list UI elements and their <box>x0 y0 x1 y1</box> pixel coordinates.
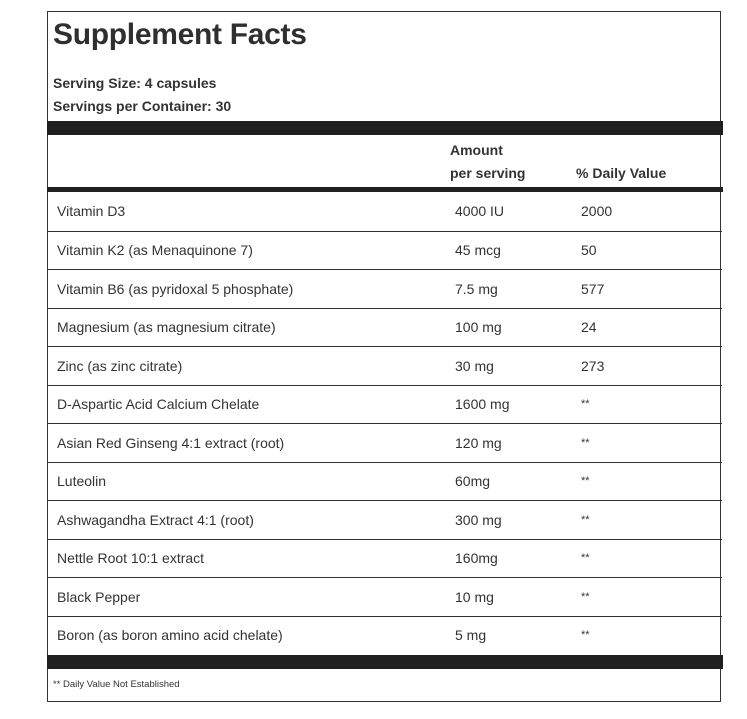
nutrient-amount: 60mg <box>455 473 491 490</box>
nutrient-name: Boron (as boron amino acid chelate) <box>57 627 283 644</box>
table-row <box>48 346 722 385</box>
nutrient-daily-value: 50 <box>581 242 597 259</box>
nutrient-name: Asian Red Ginseng 4:1 extract (root) <box>57 434 285 451</box>
nutrient-name: Black Pepper <box>57 588 141 605</box>
table-row <box>48 231 722 270</box>
nutrient-name: Magnesium (as magnesium citrate) <box>57 319 276 336</box>
nutrient-name: D-Aspartic Acid Calcium Chelate <box>57 396 260 413</box>
nutrient-amount: 160mg <box>455 550 498 567</box>
nutrient-daily-value: ** <box>581 513 590 526</box>
nutrient-amount: 45 mcg <box>455 242 501 259</box>
servings-per-container: Servings per Container: 30 <box>53 98 232 114</box>
daily-value-header: % Daily Value <box>576 165 667 181</box>
table-row <box>48 462 722 501</box>
bottom-divider-bar <box>47 655 723 669</box>
nutrient-name: Zinc (as zinc citrate) <box>57 357 183 374</box>
nutrient-daily-value: 577 <box>581 280 605 297</box>
table-row <box>48 616 722 655</box>
nutrient-amount: 10 mg <box>455 588 494 605</box>
nutrient-daily-value: ** <box>581 436 590 449</box>
nutrient-daily-value: ** <box>581 590 590 603</box>
amount-header-line1: Amount <box>450 142 503 158</box>
panel-title: Supplement Facts <box>53 18 307 51</box>
nutrient-name: Luteolin <box>57 473 107 490</box>
table-row <box>48 385 722 424</box>
nutrient-amount: 300 mg <box>455 511 502 528</box>
nutrient-name: Nettle Root 10:1 extract <box>57 550 205 567</box>
top-divider-bar <box>47 121 723 135</box>
footnote: ** Daily Value Not Established <box>53 679 180 690</box>
nutrient-daily-value: 2000 <box>581 203 613 220</box>
nutrient-name: Ashwagandha Extract 4:1 (root) <box>57 511 254 528</box>
table-row <box>48 500 722 539</box>
nutrient-name: Vitamin D3 <box>57 203 126 220</box>
table-row <box>48 308 722 347</box>
table-row <box>48 577 722 616</box>
serving-size: Serving Size: 4 capsules <box>53 75 217 91</box>
nutrient-daily-value: 24 <box>581 319 597 336</box>
nutrient-amount: 30 mg <box>455 357 494 374</box>
nutrient-name: Vitamin B6 (as pyridoxal 5 phosphate) <box>57 280 294 297</box>
table-row <box>48 539 722 578</box>
nutrient-daily-value: ** <box>581 552 590 565</box>
nutrient-amount: 120 mg <box>455 434 502 451</box>
nutrient-amount: 100 mg <box>455 319 502 336</box>
nutrient-daily-value: ** <box>581 475 590 488</box>
nutrient-amount: 5 mg <box>455 627 487 644</box>
nutrient-amount: 1600 mg <box>455 396 510 413</box>
amount-header-line2: per serving <box>450 165 526 181</box>
nutrient-daily-value: 273 <box>581 357 605 374</box>
nutrient-daily-value: ** <box>581 398 590 411</box>
amount-per-serving-header <box>450 139 550 185</box>
nutrient-daily-value: ** <box>581 629 590 642</box>
nutrient-name: Vitamin K2 (as Menaquinone 7) <box>57 242 253 259</box>
table-row <box>48 192 722 231</box>
supplement-facts-panel <box>47 11 721 702</box>
nutrient-table <box>48 192 722 654</box>
nutrient-amount: 7.5 mg <box>455 280 498 297</box>
nutrient-amount: 4000 IU <box>455 203 505 220</box>
table-row <box>48 423 722 462</box>
table-row <box>48 269 722 308</box>
